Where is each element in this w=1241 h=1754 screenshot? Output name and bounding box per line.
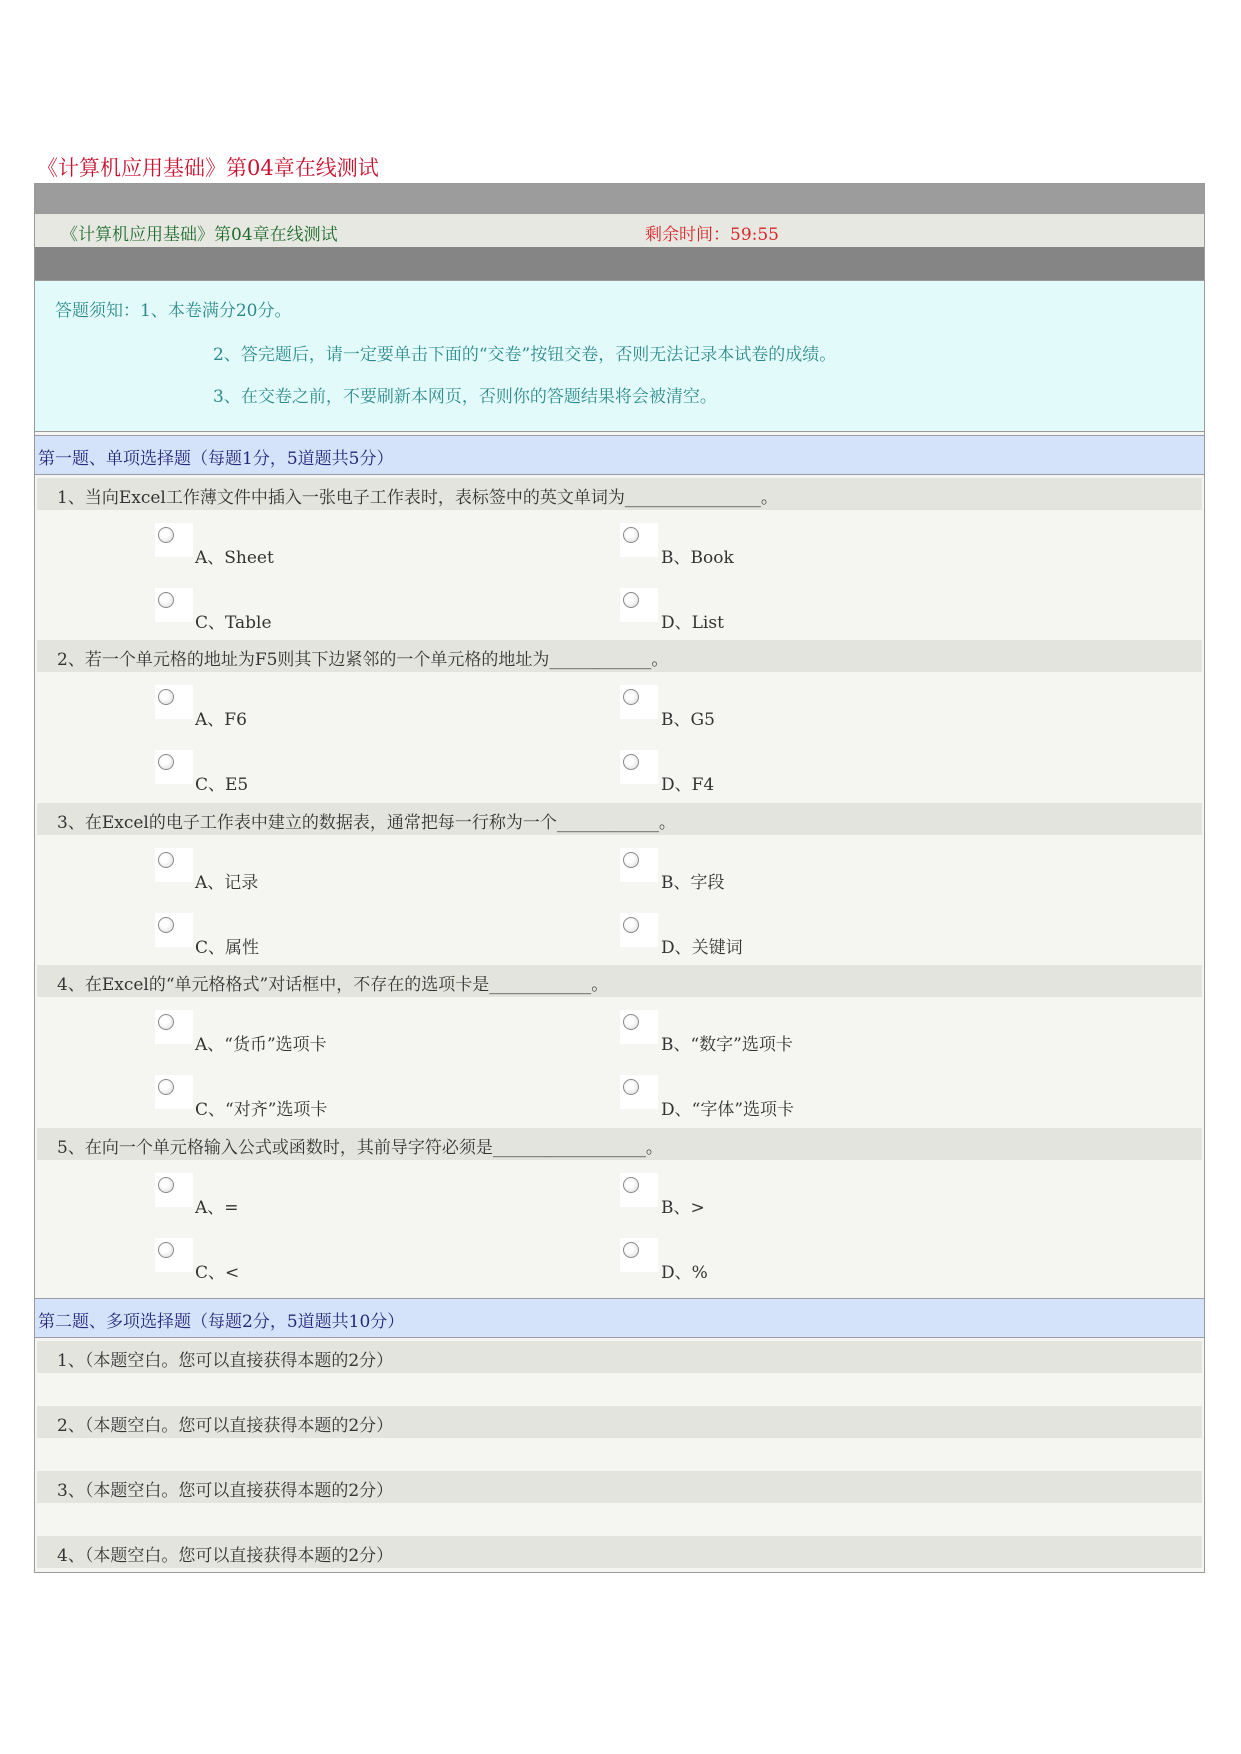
question-3	[37, 1471, 1202, 1503]
question-1	[37, 1341, 1202, 1373]
question-text: 4、在Excel的“单元格格式”对话框中，不存在的选项卡是____________。	[57, 975, 609, 995]
q3-option-c-label: C、属性	[195, 938, 260, 958]
question-4	[37, 965, 1202, 997]
question-1	[37, 478, 1202, 510]
q1-option-a-radio[interactable]	[155, 523, 193, 557]
question-text: 2、（本题空白。您可以直接获得本题的2分）	[57, 1416, 394, 1436]
question-5	[37, 1128, 1202, 1160]
q5-option-a-radio[interactable]	[155, 1173, 193, 1207]
q2-option-d-radio[interactable]	[620, 750, 658, 784]
section-single-choice	[35, 435, 1204, 475]
question-2	[37, 1406, 1202, 1438]
instruction-3: 3、在交卷之前，不要刷新本网页，否则你的答题结果将会被清空。	[213, 387, 717, 407]
q3-option-b-label: B、字段	[661, 873, 725, 893]
question-text: 1、（本题空白。您可以直接获得本题的2分）	[57, 1351, 394, 1371]
q1-option-b-radio[interactable]	[620, 523, 658, 557]
q5-option-d-label: D、%	[661, 1263, 708, 1283]
q1-option-c-label: C、Table	[195, 613, 272, 633]
q4-option-a-radio[interactable]	[155, 1010, 193, 1044]
instruction-1: 答题须知：1、本卷满分20分。	[55, 301, 292, 321]
q4-option-c-label: C、“对齐”选项卡	[195, 1100, 328, 1120]
countdown-timer: 剩余时间：59:55	[645, 225, 779, 245]
q3-option-c-radio[interactable]	[155, 913, 193, 947]
question-text: 4、（本题空白。您可以直接获得本题的2分）	[57, 1546, 394, 1566]
q2-option-b-label: B、G5	[661, 710, 715, 730]
instructions-panel	[35, 280, 1204, 432]
q2-option-c-label: C、E5	[195, 775, 249, 795]
question-text: 3、在Excel的电子工作表中建立的数据表，通常把每一行称为一个____________。	[57, 813, 676, 833]
q5-option-b-radio[interactable]	[620, 1173, 658, 1207]
page-title: 《计算机应用基础》第04章在线测试	[37, 156, 379, 180]
q5-option-b-label: B、>	[661, 1198, 705, 1218]
q4-option-b-radio[interactable]	[620, 1010, 658, 1044]
question-text: 1、当向Excel工作薄文件中插入一张电子工作表时，表标签中的英文单词为________________。	[57, 488, 778, 508]
exam-frame	[34, 183, 1205, 1573]
q1-option-c-radio[interactable]	[155, 588, 193, 622]
q4-option-b-label: B、“数字”选项卡	[661, 1035, 793, 1055]
top-bar	[35, 184, 1204, 214]
question-text: 5、在向一个单元格输入公式或函数时，其前导字符必须是__________________。	[57, 1138, 663, 1158]
q2-option-b-radio[interactable]	[620, 685, 658, 719]
q4-option-d-radio[interactable]	[620, 1075, 658, 1109]
question-text: 2、若一个单元格的地址为F5则其下边紧邻的一个单元格的地址为____________。	[57, 650, 669, 670]
section-multiple-choice	[35, 1298, 1204, 1338]
q1-option-d-label: D、List	[661, 613, 724, 633]
q1-option-b-label: B、Book	[661, 548, 734, 568]
section-title: 第一题、单项选择题（每题1分，5道题共5分）	[38, 449, 394, 469]
q3-option-d-label: D、关键词	[661, 938, 743, 958]
q4-option-d-label: D、“字体”选项卡	[661, 1100, 795, 1120]
question-2	[37, 640, 1202, 672]
q4-option-c-radio[interactable]	[155, 1075, 193, 1109]
q2-option-a-radio[interactable]	[155, 685, 193, 719]
q3-option-a-label: A、记录	[195, 873, 259, 893]
question-text: 3、（本题空白。您可以直接获得本题的2分）	[57, 1481, 394, 1501]
q4-option-a-label: A、“货币”选项卡	[195, 1035, 327, 1055]
q3-option-d-radio[interactable]	[620, 913, 658, 947]
section-title: 第二题、多项选择题（每题2分，5道题共10分）	[38, 1312, 405, 1332]
q5-option-c-radio[interactable]	[155, 1238, 193, 1272]
q5-option-d-radio[interactable]	[620, 1238, 658, 1272]
exam-header	[35, 214, 1204, 247]
q1-option-d-radio[interactable]	[620, 588, 658, 622]
q2-option-c-radio[interactable]	[155, 750, 193, 784]
question-3	[37, 803, 1202, 835]
q2-option-a-label: A、F6	[195, 710, 247, 730]
question-4	[37, 1536, 1202, 1568]
q5-option-a-label: A、=	[195, 1198, 239, 1218]
q3-option-a-radio[interactable]	[155, 848, 193, 882]
q3-option-b-radio[interactable]	[620, 848, 658, 882]
q1-option-a-label: A、Sheet	[195, 548, 274, 568]
exam-title: 《计算机应用基础》第04章在线测试	[61, 225, 338, 245]
q5-option-c-label: C、<	[195, 1263, 240, 1283]
q2-option-d-label: D、F4	[661, 775, 715, 795]
divider-bar	[35, 247, 1204, 280]
instruction-2: 2、答完题后，请一定要单击下面的“交卷”按钮交卷，否则无法记录本试卷的成绩。	[213, 345, 837, 365]
